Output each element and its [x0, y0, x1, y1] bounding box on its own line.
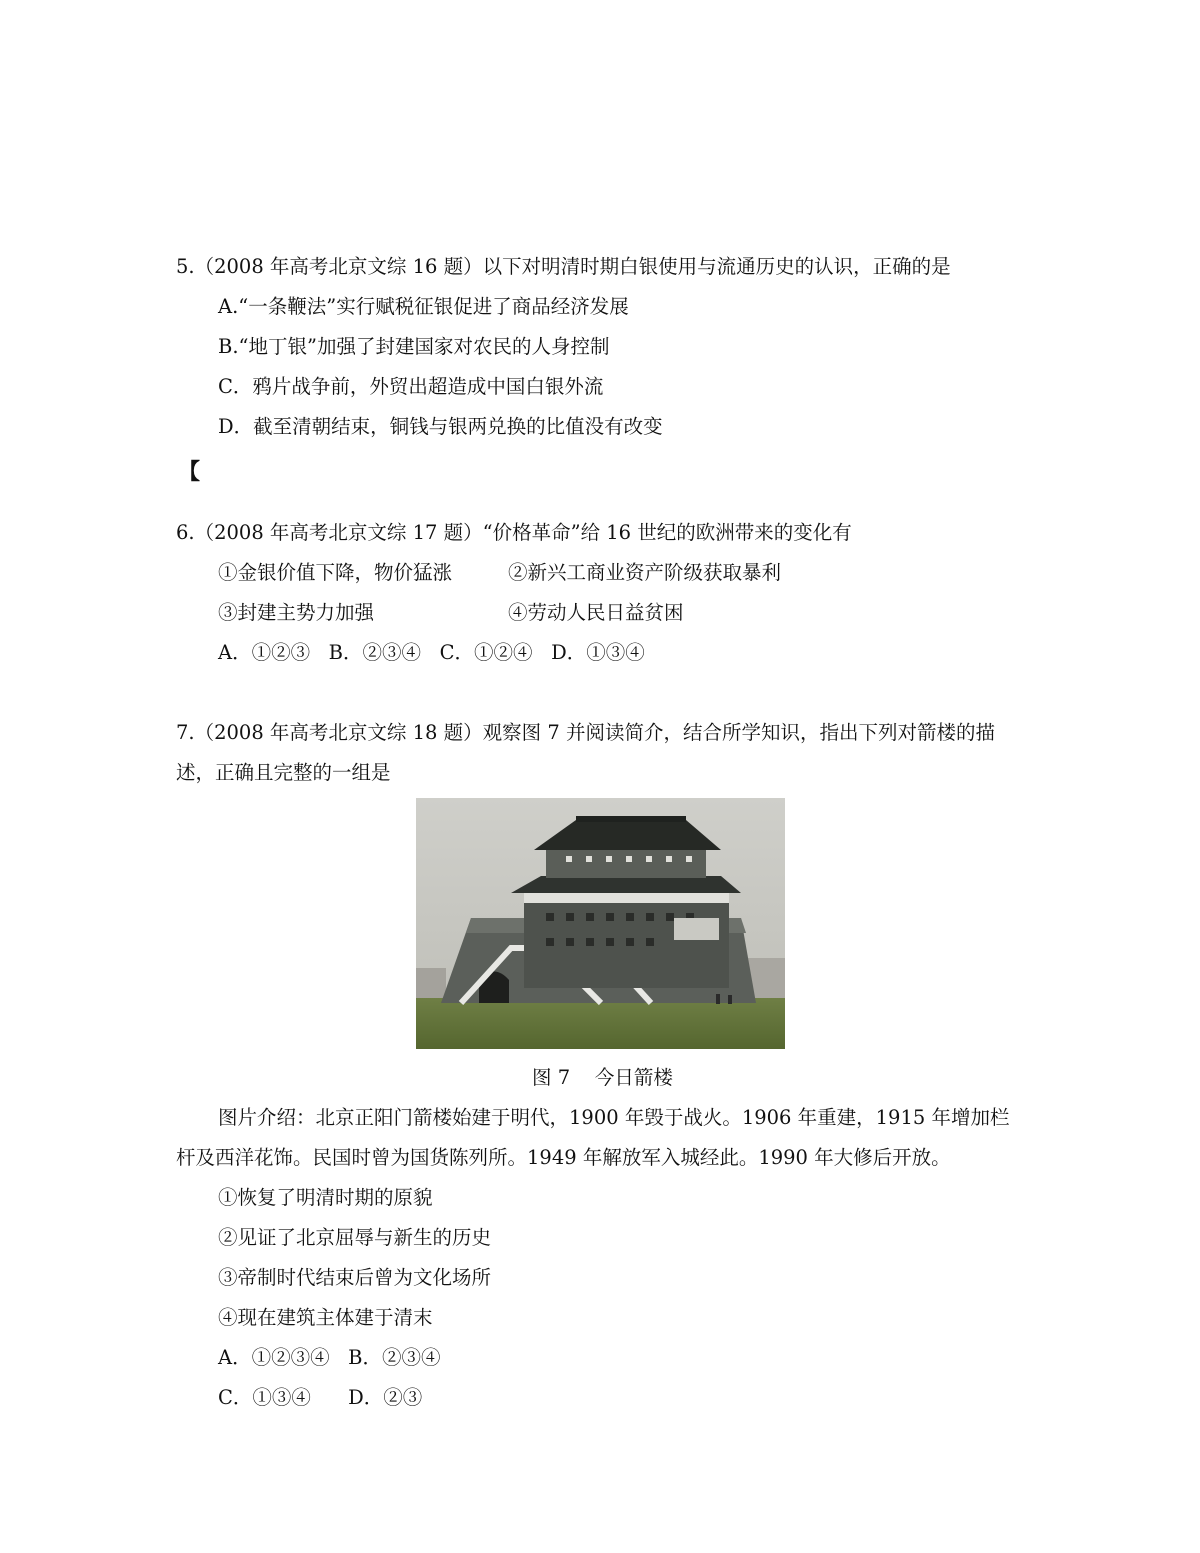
- question-7-stem-line-2: 述，正确且完整的一组是: [176, 761, 391, 784]
- question-5-option-c: C．鸦片战争前，外贸出超造成中国白银外流: [218, 375, 604, 398]
- figure-7-caption: 图 7 今日箭楼: [532, 1066, 673, 1089]
- question-5-option-d: D．截至清朝结束，铜钱与银两兑换的比值没有改变: [218, 415, 663, 438]
- arrow-tower-illustration: [416, 798, 785, 1049]
- question-6-items-row-2: [218, 601, 684, 625]
- question-7-intro-line-2: 杆及西洋花饰。民国时曾为国货陈列所。1949 年解放军入城经此。1990 年大修后开放。: [176, 1146, 951, 1169]
- question-6-item-4: ④劳动人民日益贫困: [508, 601, 684, 624]
- arrow-tower-photo: [416, 798, 785, 1049]
- question-7-item-3: ③帝制时代结束后曾为文化场所: [218, 1266, 492, 1289]
- question-5-option-b: B.“地丁银”加强了封建国家对农民的人身控制: [218, 335, 610, 358]
- question-7-stem-line-1: 7.（2008 年高考北京文综 18 题）观察图 7 并阅读简介，结合所学知识，指出下列对箭楼的描: [176, 721, 995, 744]
- question-6-items-row-1: [218, 561, 782, 585]
- question-7-choices-line-2: C．①③④ D．②③: [218, 1386, 423, 1409]
- question-7-intro-line-1: 图片介绍：北京正阳门箭楼始建于明代，1900 年毁于战火。1906 年重建，1915 年增加栏: [218, 1106, 1010, 1129]
- answer-bracket: 【: [178, 460, 201, 485]
- question-6-item-3: ③封建主势力加强: [218, 601, 375, 624]
- question-7-item-4: ④现在建筑主体建于清末: [218, 1306, 433, 1329]
- question-6-item-1: ①金银价值下降，物价猛涨: [218, 561, 453, 584]
- question-7-choices-line-1: A．①②③④ B．②③④: [218, 1346, 441, 1369]
- question-6-item-2: ②新兴工商业资产阶级获取暴利: [508, 561, 782, 584]
- question-5-stem: 5.（2008 年高考北京文综 16 题）以下对明清时期白银使用与流通历史的认识，正确的是: [176, 255, 951, 278]
- question-5-option-a: A.“一条鞭法”实行赋税征银促进了商品经济发展: [218, 295, 629, 318]
- question-6-stem: 6.（2008 年高考北京文综 17 题）“价格革命”给 16 世纪的欧洲带来的变化有: [176, 521, 852, 544]
- question-6-choices: A．①②③ B．②③④ C．①②④ D．①③④: [218, 641, 645, 664]
- question-7-item-1: ①恢复了明清时期的原貌: [218, 1186, 433, 1209]
- question-7-item-2: ②见证了北京屈辱与新生的历史: [218, 1226, 492, 1249]
